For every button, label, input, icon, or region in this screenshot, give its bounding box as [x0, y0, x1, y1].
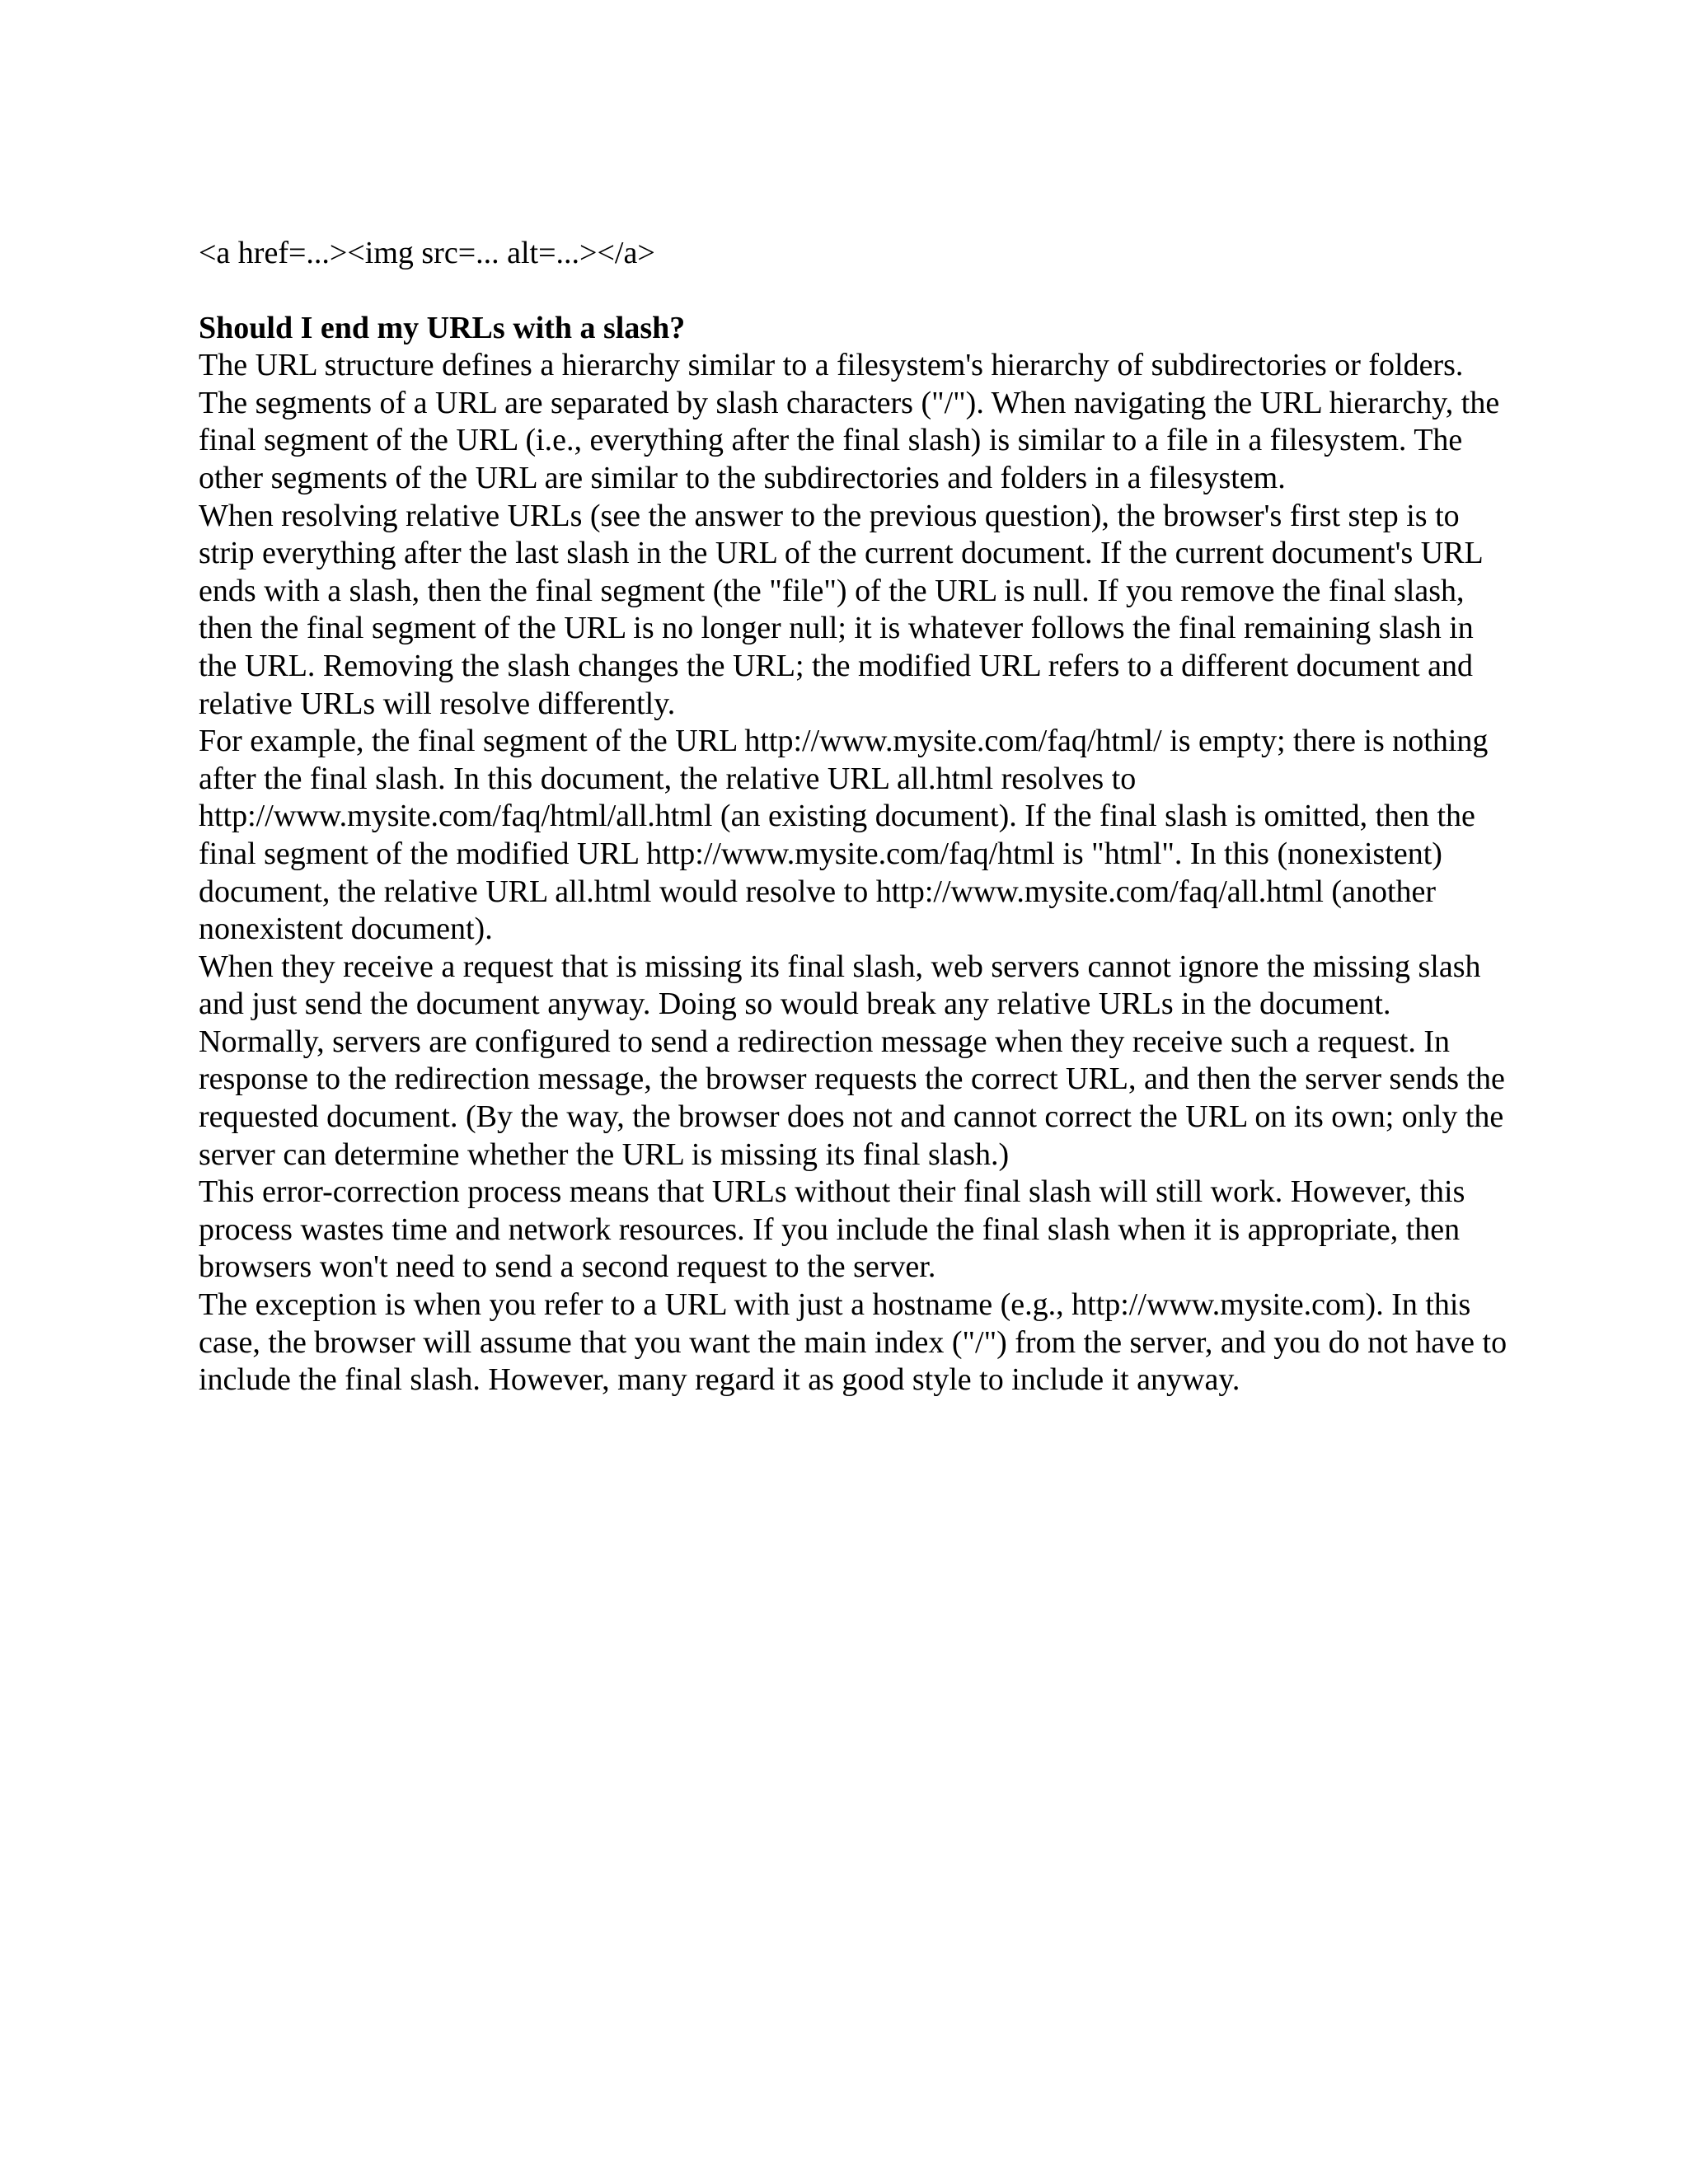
section-heading: Should I end my URLs with a slash?	[199, 310, 686, 345]
paragraph-server-redirect: When they receive a request that is missing its final slash, web servers cannot ignore the missing slash and just send the document anyway. Doing so would break any relative URLs in the document. Normally, servers are configured to send a redirection message when they receive such a request. In response to the redirection message, the browser requests the correct URL, and then the server sends the requested document. (By the way, the browser does not and cannot correct the URL on its own; only the server can determine whether the URL is missing its final slash.)	[199, 949, 1505, 1172]
paragraph-example: For example, the final segment of the URL http://www.mysite.com/faq/html/ is empty; there is nothing after the final slash. In this document, the relative URL all.html resolves to http://www.mysite.com/faq/html/all.html (an existing document). If the final slash is omitted, then the final segment of the modified URL http://www.mysite.com/faq/html is "html". In this (nonexistent) document, the relative URL all.html would resolve to http://www.mysite.com/faq/all.html (another nonexistent document).	[199, 724, 1489, 947]
code-snippet: <a href=...><img src=... alt=...></a>	[199, 236, 655, 270]
paragraph-error-correction: This error-correction process means that URLs without their final slash will still work. However, this process wastes time and network resources. If you include the final slash when it is appropriate, then browsers won't need to send a second request to the server.	[199, 1174, 1465, 1285]
paragraph-url-structure: The URL structure defines a hierarchy similar to a filesystem's hierarchy of subdirectories or folders. The segments of a URL are separated by slash characters ("/"). When navigating the URL hierarchy, the final segment of the URL (i.e., everything after the final slash) is similar to a file in a filesystem. The other segments of the URL are similar to the subdirectories and folders in a filesystem.	[199, 348, 1500, 495]
document-page	[199, 235, 1517, 1399]
paragraph-relative-urls: When resolving relative URLs (see the answer to the previous question), the browser's first step is to strip everything after the last slash in the URL of the current document. If the current document's URL ends with a slash, then the final segment (the "file") of the URL is null. If you remove the final slash, then the final segment of the URL is no longer null; it is whatever follows the final remaining slash in the URL. Removing the slash changes the URL; the modified URL refers to a different document and relative URLs will resolve differently.	[199, 498, 1483, 721]
paragraph-hostname-exception: The exception is when you refer to a URL with just a hostname (e.g., http://www.mysite.com). In this case, the browser will assume that you want the main index ("/") from the server, and you do not have to include the final slash. However, many regard it as good style to include it anyway.	[199, 1287, 1507, 1398]
